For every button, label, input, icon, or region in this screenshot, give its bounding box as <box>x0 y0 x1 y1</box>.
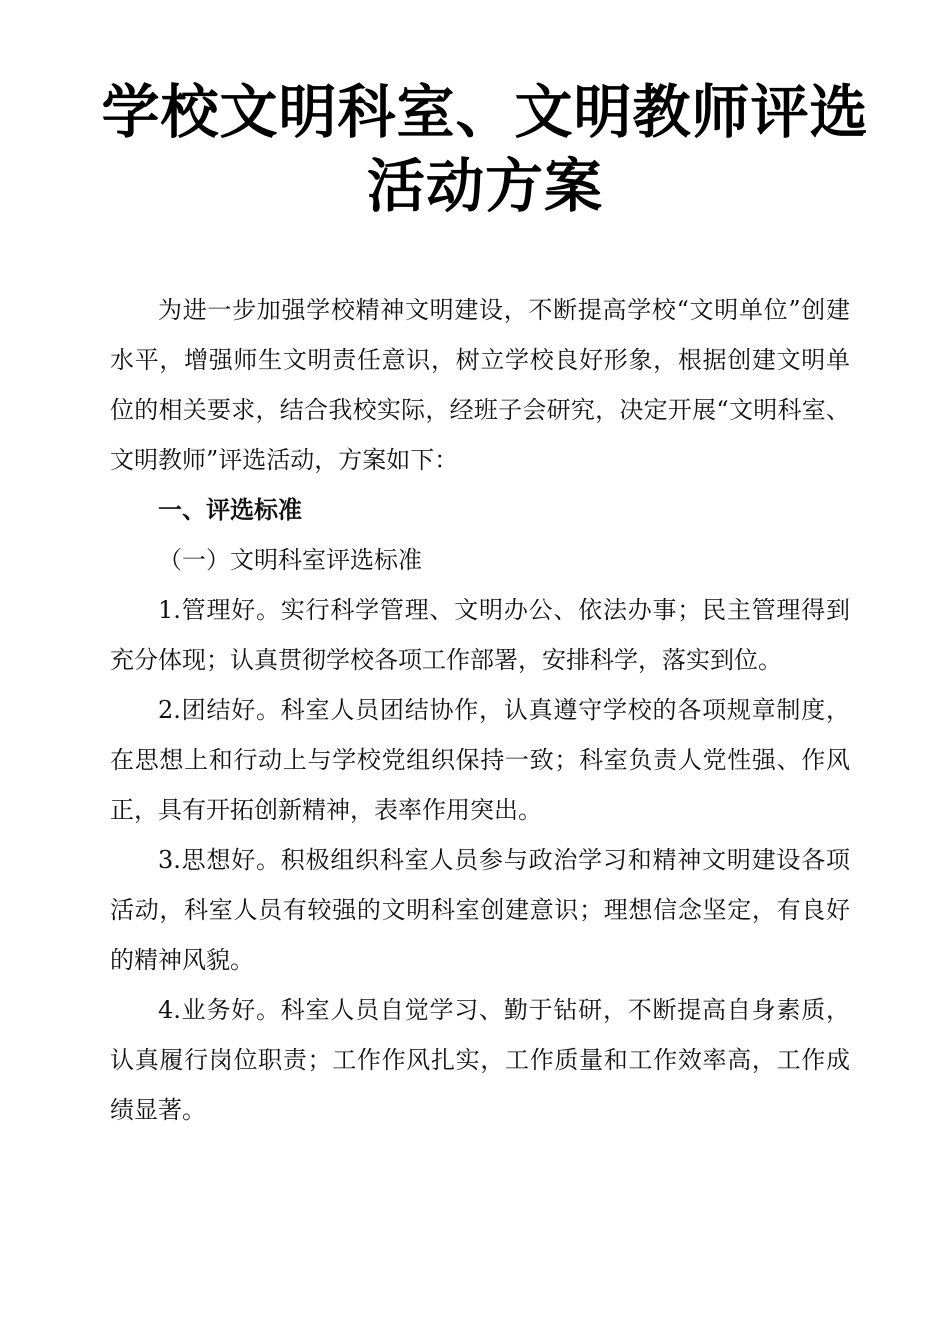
criteria-item-unity: 2.团结好。科室人员团结协作，认真遵守学校的各项规章制度，在思想上和行动上与学校党组织保持一致；科室负责人党性强、作风正，具有开拓创新精神，表率作用突出。 <box>110 696 850 824</box>
intro-paragraph: 为进一步加强学校精神文明建设，不断提高学校“文明单位”创建水平，增强师生文明责任意识，树立学校良好形象，根据创建文明单位的相关要求，结合我校实际，经班子会研究，决定开展“文明科室、文明教师”评选活动，方案如下： <box>110 296 850 474</box>
criteria-item-business: 4.业务好。科室人员自觉学习、勤于钻研，不断提高自身素质，认真履行岗位职责；工作作风扎实，工作质量和工作效率高，工作成绩显著。 <box>110 996 850 1124</box>
criteria-item-ideology: 3.思想好。积极组织科室人员参与政治学习和精神文明建设各项活动，科室人员有较强的文明科室创建意识；理想信念坚定，有良好的精神风貌。 <box>110 846 850 974</box>
subsection-heading-office-criteria: （一）文明科室评选标准 <box>158 546 422 574</box>
section-heading-criteria: 一、评选标准 <box>158 496 302 524</box>
document-title-line-2: 活动方案 <box>366 152 603 220</box>
criteria-item-management: 1.管理好。实行科学管理、文明办公、依法办事；民主管理得到充分体现；认真贯彻学校各项工作部署，安排科学，落实到位。 <box>110 596 850 674</box>
document-body <box>110 285 850 1135</box>
document-title-line-1: 学校文明科室、文明教师评选 <box>101 78 869 146</box>
